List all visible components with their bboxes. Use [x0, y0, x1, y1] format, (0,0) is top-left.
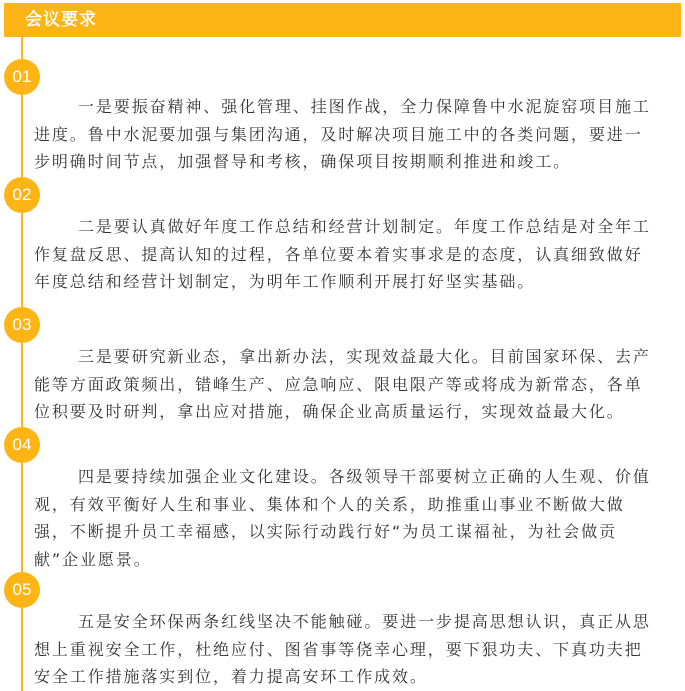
section-paragraph-01: 一是要振奋精神、强化管理、挂图作战，全力保障鲁中水泥旋窑项目施工进度。鲁中水泥要加强与集团沟通，及时解决项目施工中的各类问题，要进一步明确时间节点，加强督导和考核，确保项目按期顺利推进和竣工。	[34, 97, 651, 171]
section-paragraph-04: 四是要持续加强企业文化建设。各级领导干部要树立正确的人生观、价值观，有效平衡好人生和事业、集体和个人的关系，助推重山事业不断做大做强，不断提升员工幸福感，以实际行动践行好“为员工谋福祉，为社会做贡献”企业愿景。	[34, 467, 651, 569]
step-badge-05: 05	[4, 572, 40, 608]
step-badge-01: 01	[4, 59, 40, 95]
step-badge-02: 02	[4, 177, 40, 213]
step-badge-04: 04	[4, 427, 40, 463]
step-badge-03: 03	[4, 307, 40, 343]
section-paragraph-03: 三是要研究新业态，拿出新办法，实现效益最大化。目前国家环保、去产能等方面政策频出，错峰生产、应急响应、限电限产等或将成为新常态，各单位积要及时研判，拿出应对措施，确保企业高质量运行，实现效益最大化。	[34, 347, 651, 421]
section-header-bar	[4, 3, 681, 37]
section-paragraph-05: 五是安全环保两条红线坚决不能触碰。要进一步提高思想认识，真正从思想上重视安全工作，杜绝应付、图省事等侥幸心理，要下狠功夫、下真功夫把安全工作措施落实到位，着力提高安环工作成效。	[34, 612, 651, 686]
section-title: 会议要求	[25, 10, 97, 30]
section-paragraph-02: 二是要认真做好年度工作总结和经营计划制定。年度工作总结是对全年工作复盘反思、提高认知的过程，各单位要本着实事求是的态度，认真细致做好年度总结和经营计划制定，为明年工作顺利开展打好坚实基础。	[34, 217, 651, 291]
